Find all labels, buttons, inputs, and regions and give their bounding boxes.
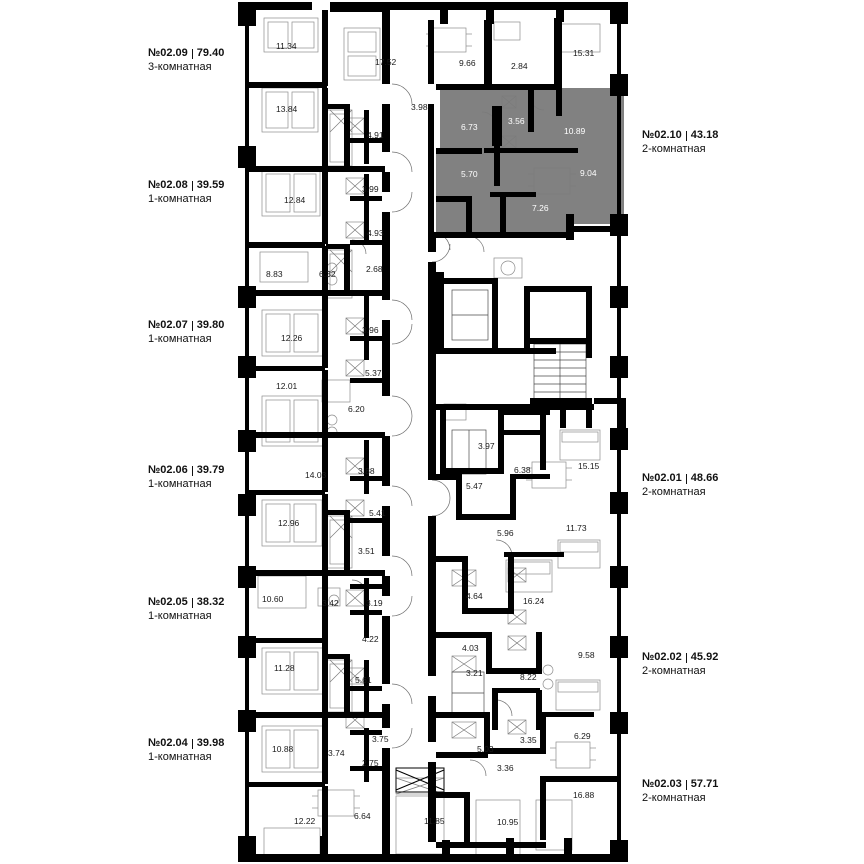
apartment-label-02-10[interactable] <box>642 128 718 156</box>
room-area-value: 12.96 <box>278 518 300 528</box>
apartment-area: 79.40 <box>196 47 225 59</box>
apartment-area: 39.80 <box>196 319 225 331</box>
apartment-label-02-04[interactable] <box>148 736 224 764</box>
apartment-number: №02.01 <box>642 472 682 484</box>
room-area-value: 2.84 <box>511 61 528 71</box>
room-area-value: 3.74 <box>328 748 345 758</box>
apartment-rooms: 3-комнатная <box>148 61 212 73</box>
apartment-area: 39.79 <box>196 464 225 476</box>
apartment-area: 38.32 <box>196 596 225 608</box>
room-area-value: 16.88 <box>573 790 595 800</box>
room-area-value: 3.56 <box>508 116 525 126</box>
label-divider <box>686 653 687 663</box>
apartment-number: №02.05 <box>148 596 188 608</box>
room-area-value: 2.68 <box>366 264 383 274</box>
apartment-label-02-09[interactable] <box>148 46 224 74</box>
label-divider <box>192 181 193 191</box>
room-area-value: 5.37 <box>365 368 382 378</box>
apartment-label-02-01[interactable] <box>642 471 718 499</box>
apartment-number: №02.03 <box>642 778 682 790</box>
apartment-number: №02.02 <box>642 651 682 663</box>
apartment-rooms: 2-комнатная <box>642 665 706 677</box>
room-area-value: 7.26 <box>532 203 549 213</box>
room-area-value: 9.58 <box>578 650 595 660</box>
room-area-value: 12.26 <box>281 333 303 343</box>
room-area-value: 10.60 <box>262 594 284 604</box>
room-area-value: 3.75 <box>372 734 389 744</box>
room-area-value: 12.84 <box>284 195 306 205</box>
room-area-value: 11.28 <box>274 663 295 673</box>
room-area-value: 16.24 <box>523 596 545 606</box>
room-area-value: 6.32 <box>319 269 336 279</box>
apartment-area: 48.66 <box>690 472 719 484</box>
label-divider <box>686 780 687 790</box>
room-area-value: 4.93 <box>367 228 384 238</box>
room-area-value: 3.88 <box>358 466 375 476</box>
apartment-number: №02.08 <box>148 179 188 191</box>
room-area-value: 6.64 <box>354 811 371 821</box>
room-area-value: 8.22 <box>520 672 537 682</box>
apartment-area: 57.71 <box>690 778 719 790</box>
apartment-rooms: 2-комнатная <box>642 792 706 804</box>
room-area-value: 11.73 <box>566 523 587 533</box>
apartment-rooms: 1-комнатная <box>148 610 212 622</box>
room-area-value: 2.75 <box>362 758 379 768</box>
label-divider <box>192 466 193 476</box>
label-divider <box>192 321 193 331</box>
apartment-number: №02.04 <box>148 737 188 749</box>
room-area-value: 3.42 <box>322 598 339 608</box>
room-area-value: 3.99 <box>362 184 379 194</box>
room-area-value: 15.15 <box>578 461 600 471</box>
room-area-value: 3.96 <box>362 325 379 335</box>
room-area-value: 8.83 <box>266 269 283 279</box>
apartment-area: 43.18 <box>690 129 719 141</box>
room-area-value: 3.36 <box>497 763 514 773</box>
room-area-value: 3.19 <box>366 598 383 608</box>
room-area-value: 17.52 <box>375 57 397 67</box>
apartment-label-02-02[interactable] <box>642 650 718 678</box>
room-area-value: 6.20 <box>348 404 365 414</box>
label-divider <box>686 131 687 141</box>
room-area-value: 3.51 <box>358 546 375 556</box>
room-area-value: 3.21 <box>466 668 483 678</box>
apartment-rooms: 1-комнатная <box>148 333 212 345</box>
apartment-number: №02.07 <box>148 319 188 331</box>
label-divider <box>192 598 193 608</box>
apartment-rooms: 1-комнатная <box>148 478 212 490</box>
room-area-value: 9.66 <box>459 58 476 68</box>
room-area-value: 9.04 <box>580 168 597 178</box>
apartment-label-02-08[interactable] <box>148 178 224 206</box>
apartment-label-02-03[interactable] <box>642 777 718 805</box>
apartment-label-02-06[interactable] <box>148 463 224 491</box>
room-area-value: 10.95 <box>497 817 519 827</box>
apartment-area: 45.92 <box>690 651 719 663</box>
apartment-label-02-05[interactable] <box>148 595 224 623</box>
room-area-value: 6.29 <box>574 731 591 741</box>
apartment-rooms: 1-комнатная <box>148 751 212 763</box>
apartment-rooms: 2-комнатная <box>642 143 706 155</box>
room-area-value: 4.91 <box>367 130 384 140</box>
room-area-value: 5.70 <box>461 169 478 179</box>
room-area-value: 13.84 <box>276 104 298 114</box>
room-area-value: 3.35 <box>520 735 537 745</box>
label-divider <box>686 474 687 484</box>
room-area-value: 5.61 <box>355 675 372 685</box>
apartment-label-02-07[interactable] <box>148 318 224 346</box>
room-area-value: 10.88 <box>272 744 294 754</box>
room-area-value: 5.03 <box>477 744 494 754</box>
room-area-value: 5.96 <box>497 528 514 538</box>
room-area-value: 10.89 <box>564 126 586 136</box>
room-area-value: 5.41 <box>369 508 386 518</box>
room-area-value: 4.03 <box>462 643 479 653</box>
label-divider <box>192 49 193 59</box>
room-area-value: 4.64 <box>466 591 483 601</box>
room-area-value: 11.34 <box>276 41 297 51</box>
apartment-number: №02.06 <box>148 464 188 476</box>
room-area-value: 3.98 <box>411 102 428 112</box>
room-area-value: 11.85 <box>424 816 445 826</box>
label-divider <box>192 739 193 749</box>
apartment-number: №02.09 <box>148 47 188 59</box>
room-area-value: 3.97 <box>478 441 495 451</box>
apartment-rooms: 1-комнатная <box>148 193 212 205</box>
room-area-value: 12.22 <box>294 816 316 826</box>
room-area-value: 14.03 <box>305 470 327 480</box>
room-area-value: 6.38 <box>514 465 531 475</box>
room-area-value: 6.73 <box>461 122 478 132</box>
room-area-value: 4.22 <box>362 634 379 644</box>
apartment-area: 39.98 <box>196 737 225 749</box>
apartment-area: 39.59 <box>196 179 225 191</box>
apartment-rooms: 2-комнатная <box>642 486 706 498</box>
room-area-value: 12.01 <box>276 381 298 391</box>
room-area-value: 15.31 <box>573 48 595 58</box>
apartment-number: №02.10 <box>642 129 682 141</box>
room-area-value: 5.47 <box>466 481 483 491</box>
